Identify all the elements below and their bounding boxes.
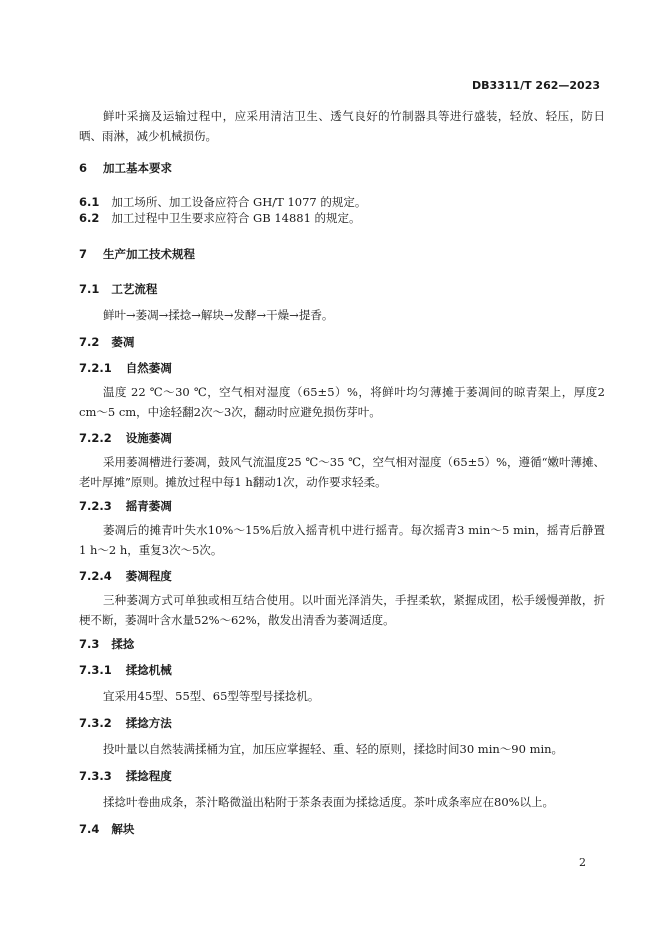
heading-title: 工艺流程 [111,282,158,296]
heading-7-2 [79,334,134,350]
heading-number: 7.2.3 [79,499,112,513]
clause-number: 6.2 [79,211,100,225]
clause-text: 加工场所、加工设备应符合 GH/T 1077 的规定。 [111,195,367,209]
heading-number: 7.3.2 [79,716,112,730]
heading-7-2-2 [79,430,172,446]
heading-7-3-3 [79,768,172,784]
paragraph-7-2-2: 采用萎凋槽进行萎凋，鼓风气流温度25 ℃～35 ℃，空气相对湿度（65±5）%，遵循“嫩叶薄摊、老叶厚摊”原则。摊放过程中每1 h翻动1次，动作要求轻柔。 [79,455,605,489]
heading-title: 解块 [111,822,135,836]
paragraph-7-1: 鲜叶→萎凋→揉捻→解块→发酵→干燥→提香。 [103,308,334,322]
document-code: DB3311/T 262—2023 [471,79,600,92]
heading-7-2-4 [79,568,172,584]
heading-7-3-2 [79,715,172,731]
heading-number: 7.3.1 [79,663,112,677]
clause-6-1 [79,194,366,210]
heading-number: 7.1 [79,282,100,296]
heading-7-2-3 [79,498,172,514]
paragraph-7-3-3: 揉捻叶卷曲成条，茶汁略微溢出粘附于茶条表面为揉捻适度。茶叶成条率应在80%以上。 [103,795,555,809]
heading-title: 加工基本要求 [103,161,172,175]
heading-number: 7.3 [79,637,100,651]
heading-number: 7.2 [79,335,100,349]
heading-title: 设施萎凋 [125,431,172,445]
paragraph-transport: 鲜叶采摘及运输过程中，应采用清洁卫生、透气良好的竹制器具等进行盛装，轻放、轻压，防日晒、雨淋，减少机械损伤。 [79,109,605,143]
heading-6 [79,160,172,176]
heading-title: 摇青萎凋 [125,499,172,513]
clause-6-2 [79,210,361,226]
heading-number: 7.4 [79,822,100,836]
heading-title: 揉捻方法 [125,716,172,730]
heading-7 [79,246,195,262]
heading-title: 揉捻 [111,637,135,651]
heading-title: 揉捻程度 [125,769,172,783]
heading-number: 7.3.3 [79,769,112,783]
paragraph-7-2-4: 三种萎凋方式可单独或相互结合使用。以叶面光泽消失，手捏柔软，紧握成团，松手缓慢弹散，折梗不断，萎凋叶含水量52%～62%，散发出清香为萎凋适度。 [79,593,605,627]
heading-7-3-1 [79,662,172,678]
heading-title: 自然萎凋 [125,361,172,375]
heading-title: 萎凋程度 [125,569,172,583]
paragraph-7-3-2: 投叶量以自然装满揉桶为宜，加压应掌握轻、重、轻的原则，揉捻时间30 min～90 min。 [103,742,564,756]
heading-number: 7 [79,247,88,261]
heading-7-2-1 [79,360,172,376]
paragraph-7-2-1: 温度 22 ℃～30 ℃，空气相对湿度（65±5）%，将鲜叶均匀薄摊于萎凋间的晾青架上，厚度2 cm～5 cm，中途轻翻2次～3次，翻动时应避免损伤芽叶。 [79,385,605,419]
page-number: 2 [579,856,586,869]
heading-number: 7.2.1 [79,361,112,375]
paragraph-7-3-1: 宜采用45型、55型、65型等型号揉捻机。 [103,689,320,703]
paragraph-7-2-3: 萎凋后的摊青叶失水10%～15%后放入摇青机中进行摇青。每次摇青3 min～5 min，摇青后静置1 h～2 h，重复3次～5次。 [79,523,605,557]
heading-7-4 [79,821,134,837]
heading-7-1 [79,281,157,297]
clause-number: 6.1 [79,195,100,209]
heading-number: 7.2.4 [79,569,112,583]
heading-title: 揉捻机械 [125,663,172,677]
heading-7-3 [79,636,134,652]
clause-text: 加工过程中卫生要求应符合 GB 14881 的规定。 [111,211,361,225]
heading-title: 萎凋 [111,335,135,349]
heading-title: 生产加工技术规程 [103,247,195,261]
heading-number: 7.2.2 [79,431,112,445]
heading-number: 6 [79,161,88,175]
